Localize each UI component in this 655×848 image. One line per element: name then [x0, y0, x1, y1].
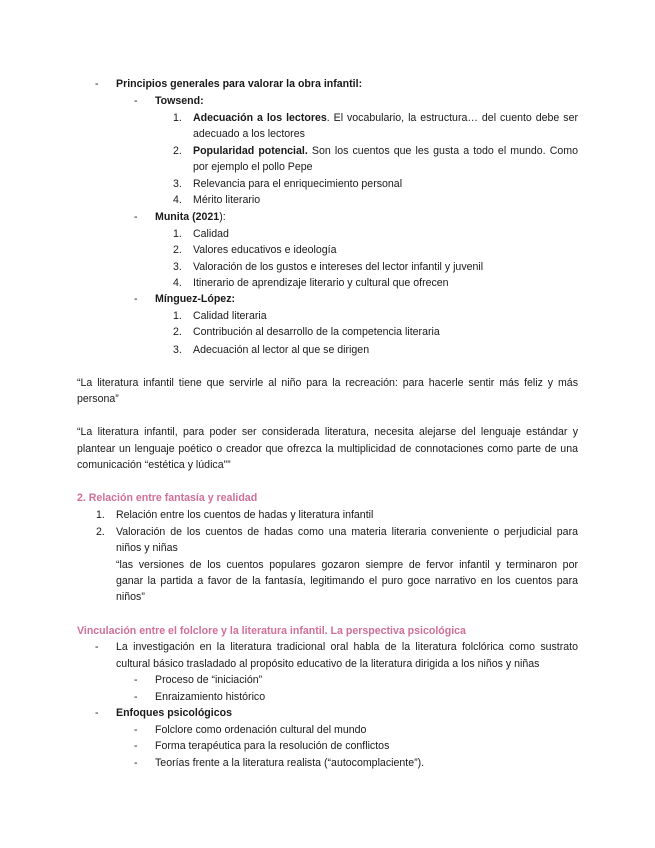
bullet-dash: -	[134, 724, 138, 736]
minguez-item-3: Adecuación al lector al que se dirigen	[193, 344, 370, 356]
section-2-item-1: Relación entre los cuentos de hadas y literatura infantil	[116, 509, 374, 521]
quote-2-line-3: comunicación “estética y lúdica””	[77, 459, 231, 471]
bullet-dash: -	[134, 95, 138, 107]
enfoques-label: Enfoques psicológicos	[116, 707, 232, 719]
bullet-dash: -	[134, 757, 138, 769]
list-number: 3.	[173, 261, 182, 273]
towsend-item-4: Mérito literario	[193, 194, 261, 206]
bullet-dash: -	[134, 211, 138, 223]
list-number: 2.	[173, 326, 182, 338]
munita-item-1: Calidad	[193, 228, 229, 240]
bullet-dash: -	[134, 691, 138, 703]
bullet-dash: -	[134, 674, 138, 686]
bullet-dash: -	[95, 707, 99, 719]
section-2-item-2-line-2: niños y niñas	[116, 542, 178, 554]
section-3-sub2-item-2: Forma terapéutica para la resolución de conflictos	[155, 740, 390, 752]
section-2-heading: 2. Relación entre fantasía y realidad	[77, 492, 258, 504]
bullet-dash: -	[134, 293, 138, 305]
quote-2-line-1: “La literatura infantil, para poder ser considerada literatura, necesita alejarse del lenguaje estándar y	[77, 426, 578, 438]
list-number: 1.	[173, 310, 182, 322]
quote-2-line-2: plantear un lenguaje poético o creador que ofrezca la multiplicidad de connotaciones como parte de una	[77, 443, 578, 455]
bullet-dash: -	[134, 740, 138, 752]
section-3-para-line-1: La investigación en la literatura tradicional oral habla de la literatura folclórica como sustrato	[116, 641, 578, 653]
list-number: 2.	[173, 145, 182, 157]
towsend-item-1-line-1: Adecuación a los lectores. El vocabulario, la estructura… del cuento debe ser	[193, 112, 578, 124]
list-number: 2.	[173, 244, 182, 256]
minguez-item-1: Calidad literaria	[193, 310, 267, 322]
munita-label: Munita (2021):	[155, 211, 226, 223]
section-2-item-2-line-1: Valoración de los cuentos de hadas como una materia literaria conveniente o perjudicial para	[116, 526, 578, 538]
list-number: 4.	[173, 277, 182, 289]
towsend-label: Towsend:	[155, 95, 204, 107]
bullet-dash: -	[95, 78, 99, 90]
towsend-item-2-line-1: Popularidad potencial. Son los cuentos que les gusta a todo el mundo. Como	[193, 145, 578, 157]
section-3-sub2-item-3: Teorías frente a la literatura realista (“autocomplaciente”).	[155, 757, 425, 769]
minguez-label: Mínguez-López:	[155, 293, 236, 305]
minguez-item-2: Contribución al desarrollo de la competencia literaria	[193, 326, 440, 338]
section-2-quote-line-1: “las versiones de los cuentos populares gozaron siempre de fervor infantil y terminaron por	[116, 559, 578, 571]
bullet-dash: -	[95, 641, 99, 653]
list-number: 3.	[173, 178, 182, 190]
munita-item-3: Valoración de los gustos e intereses del lector infantil y juvenil	[193, 261, 484, 273]
munita-item-4: Itinerario de aprendizaje literario y cultural que ofrecen	[193, 277, 449, 289]
towsend-item-2-line-2: por ejemplo el pollo Pepe	[193, 161, 313, 173]
section-3-sub1-item-1: Proceso de “iniciación”	[155, 674, 263, 686]
section-2-quote-line-2: ganar la partida a favor de la fantasía, legitimando el puro goce narrativo en los cuentos para	[116, 575, 578, 587]
list-number: 1.	[96, 509, 105, 521]
principios-heading: Principios generales para valorar la obra infantil:	[116, 78, 363, 90]
section-3-para-line-2: cultural básico trasladado al propósito educativo de la literatura dirigida a los niños y niñas	[116, 658, 540, 670]
section-3-sub2-item-1: Folclore como ordenación cultural del mundo	[155, 724, 367, 736]
list-number: 1.	[173, 112, 182, 124]
towsend-item-1-line-2: adecuado a los lectores	[193, 128, 305, 140]
list-number: 3.	[173, 344, 182, 356]
section-3-heading: Vinculación entre el folclore y la literatura infantil. La perspectiva psicológica	[77, 625, 466, 637]
quote-1-line-1: “La literatura infantil tiene que servirle al niño para la recreación: para hacerle sentir más feliz y más	[77, 377, 578, 389]
towsend-item-3: Relevancia para el enriquecimiento personal	[193, 178, 403, 190]
quote-1-line-2: persona”	[77, 393, 119, 405]
section-2-quote-line-3: niños”	[116, 591, 145, 603]
list-number: 2.	[96, 526, 105, 538]
munita-item-2: Valores educativos e ideología	[193, 244, 337, 256]
section-3-sub1-item-2: Enraizamiento histórico	[155, 691, 266, 703]
list-number: 4.	[173, 194, 182, 206]
list-number: 1.	[173, 228, 182, 240]
